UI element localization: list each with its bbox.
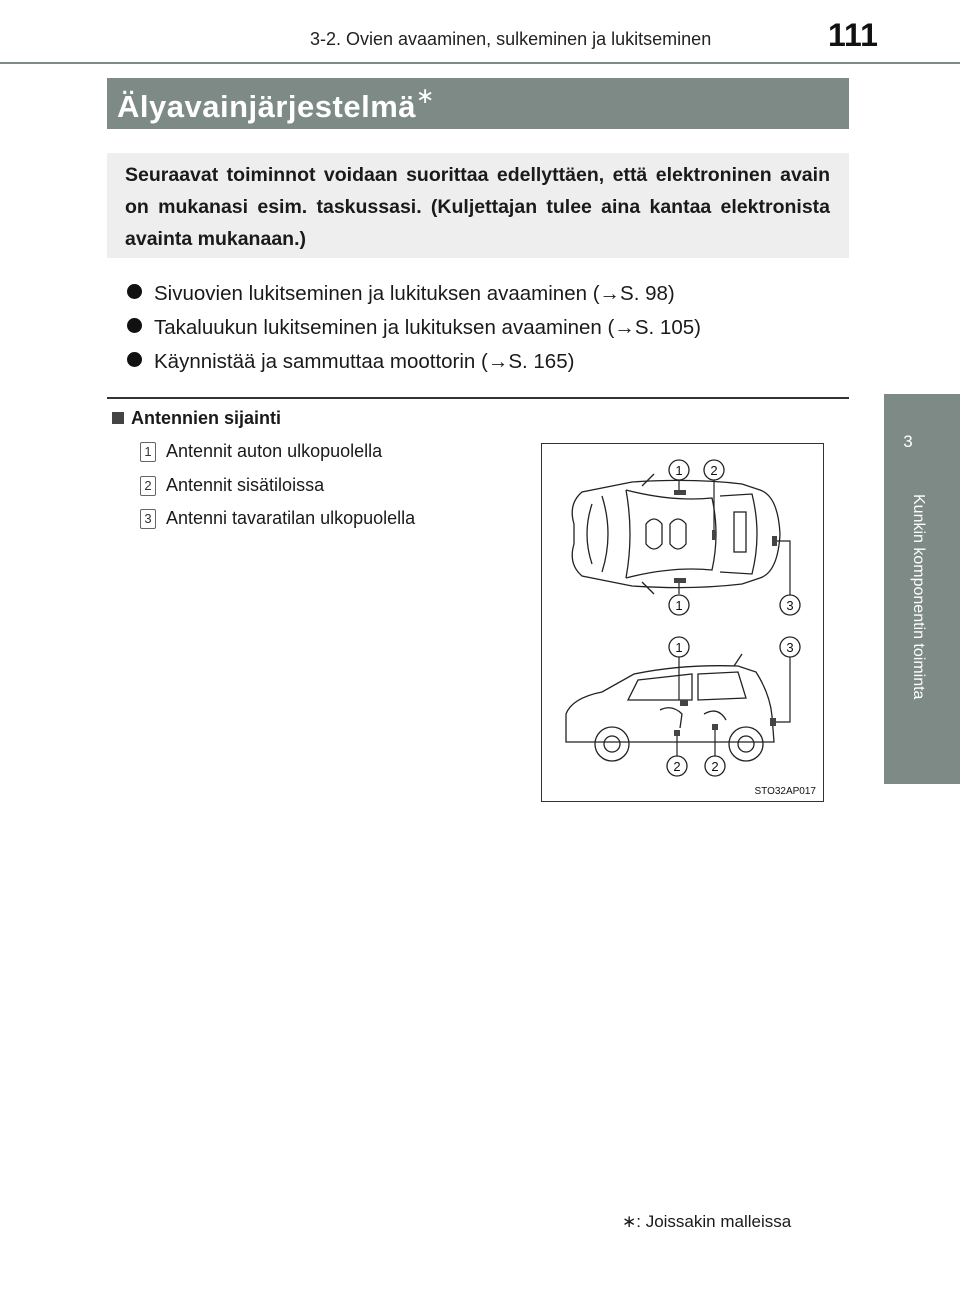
page-number: 111 [828, 17, 878, 53]
legend-text: Antennit auton ulkopuolella [166, 441, 383, 461]
legend-item [140, 475, 324, 496]
legend-number: 3 [140, 509, 156, 529]
page-title [117, 83, 435, 125]
asterisk-marker: ∗ [416, 83, 435, 108]
chapter-number: 3 [903, 432, 913, 451]
figure-code: STO32AP017 [754, 786, 816, 797]
callout-number: 2 [710, 463, 718, 478]
bullet-dot-icon [127, 318, 142, 333]
antenna-location-figure [541, 443, 824, 802]
bullet-text: Sivuovien lukitseminen ja lukituksen avaaminen (→S. 98) [154, 282, 675, 305]
chapter-title: Kunkin komponentin toiminta [910, 494, 927, 700]
callout-number: 1 [675, 598, 683, 613]
bullet-text: Takaluukun lukitseminen ja lukituksen avaaminen (→S. 105) [154, 316, 701, 339]
bullet-dot-icon [127, 284, 142, 299]
bullet-text: Käynnistää ja sammuttaa moottorin (→S. 165) [154, 350, 575, 373]
callout-number: 2 [711, 759, 719, 774]
subsection-title [112, 408, 281, 429]
header-rule [0, 62, 960, 64]
legend-item [140, 441, 382, 462]
section-divider [107, 397, 849, 399]
bullet-item [127, 316, 701, 340]
callout-number: 1 [675, 463, 683, 478]
bullet-item [127, 282, 675, 306]
page-title-text: Älyavainjärjestelmä [117, 89, 417, 124]
car-diagram-icon [542, 444, 823, 801]
subsection-title-text: Antennien sijainti [131, 408, 282, 428]
callout-number: 3 [786, 640, 794, 655]
legend-text: Antennit sisätiloissa [166, 475, 325, 495]
bullet-dot-icon [127, 352, 142, 367]
intro-text: Seuraavat toiminnot voidaan suorittaa edellyttäen, että elektroninen avain on mukanasi esim. taskussasi. (Kuljettajan tulee aina kantaa elektronista avainta mukanaan.) [125, 164, 830, 250]
callout-number: 3 [786, 598, 794, 613]
legend-number: 1 [140, 442, 156, 462]
section-heading: 3-2. Ovien avaaminen, sulkeminen ja lukitseminen [310, 29, 712, 49]
callout-number: 1 [675, 640, 683, 655]
legend-number: 2 [140, 476, 156, 496]
square-bullet-icon [112, 412, 124, 424]
bullet-item [127, 350, 574, 374]
legend-item [140, 508, 415, 529]
legend-text: Antenni tavaratilan ulkopuolella [166, 508, 416, 528]
callout-number: 2 [673, 759, 681, 774]
footnote: ∗: Joissakin malleissa [622, 1212, 792, 1231]
